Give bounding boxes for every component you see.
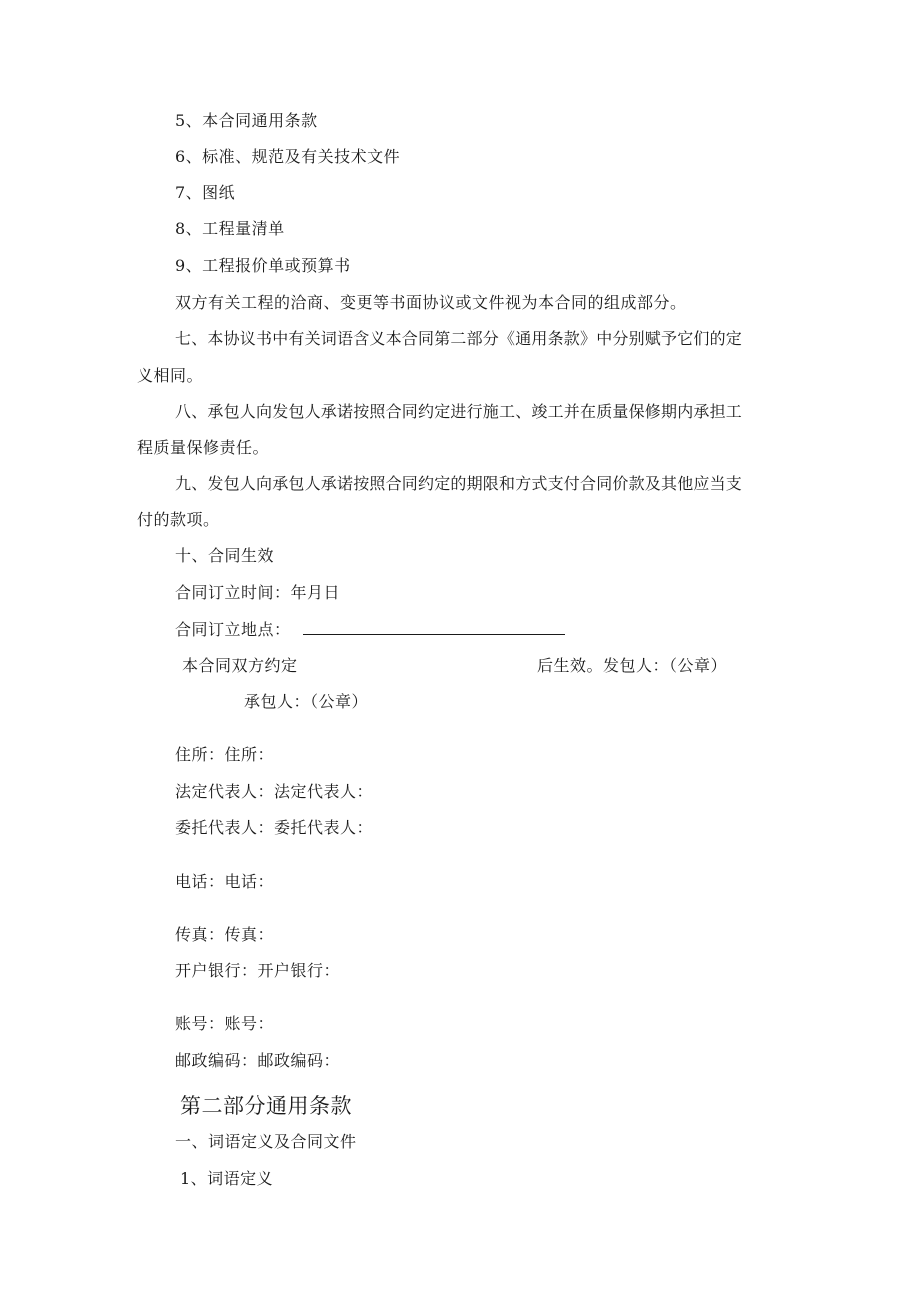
clause-10-title: 十、合同生效 bbox=[175, 546, 275, 565]
clause-8-line-2: 程质量保修责任。 bbox=[137, 438, 270, 457]
sign-time: 合同订立时间：年月日 bbox=[175, 583, 341, 602]
sign-place-label: 合同订立地点： bbox=[175, 620, 291, 639]
clause-9-line-2: 付的款项。 bbox=[137, 510, 220, 529]
list-item-9: 9、工程报价单或预算书 bbox=[175, 256, 351, 275]
fax-field: 传真：传真： bbox=[175, 925, 275, 944]
account-field: 账号：账号： bbox=[175, 1014, 275, 1033]
item-1-title: 1、词语定义 bbox=[180, 1169, 274, 1188]
clause-7-line-2: 义相同。 bbox=[137, 366, 204, 385]
address-field: 住所：住所： bbox=[175, 745, 275, 764]
sign-place-blank bbox=[303, 620, 565, 635]
clause-8-line-1: 八、承包人向发包人承诺按照合同约定进行施工、竣工并在质量保修期内承担工 bbox=[175, 402, 743, 421]
part-2-heading: 第二部分通用条款 bbox=[180, 1094, 352, 1118]
agent-field: 委托代表人：委托代表人： bbox=[175, 818, 374, 837]
effect-right: 后生效。发包人：（公章） bbox=[537, 656, 728, 675]
postcode-field: 邮政编码：邮政编码： bbox=[175, 1051, 341, 1070]
section-1-title: 一、词语定义及合同文件 bbox=[175, 1132, 357, 1151]
list-item-5: 5、本合同通用条款 bbox=[175, 111, 318, 130]
sign-place-row bbox=[175, 620, 565, 640]
composition-note: 双方有关工程的洽商、变更等书面协议或文件视为本合同的组成部分。 bbox=[175, 293, 687, 312]
list-item-8: 8、工程量清单 bbox=[175, 219, 285, 238]
phone-field: 电话：电话： bbox=[175, 872, 275, 891]
clause-7-line-1: 七、本协议书中有关词语含义本合同第二部分《通用条款》中分别赋予它们的定 bbox=[175, 329, 743, 348]
bank-field: 开户银行：开户银行： bbox=[175, 961, 341, 980]
contractor-seal: 承包人：（公章） bbox=[244, 692, 369, 711]
list-item-7: 7、图纸 bbox=[175, 183, 236, 202]
list-item-6: 6、标准、规范及有关技术文件 bbox=[175, 147, 401, 166]
legal-rep-field: 法定代表人：法定代表人： bbox=[175, 782, 374, 801]
clause-9-line-1: 九、发包人向承包人承诺按照合同约定的期限和方式支付合同价款及其他应当支 bbox=[175, 474, 743, 493]
effect-left: 本合同双方约定 bbox=[182, 656, 298, 675]
